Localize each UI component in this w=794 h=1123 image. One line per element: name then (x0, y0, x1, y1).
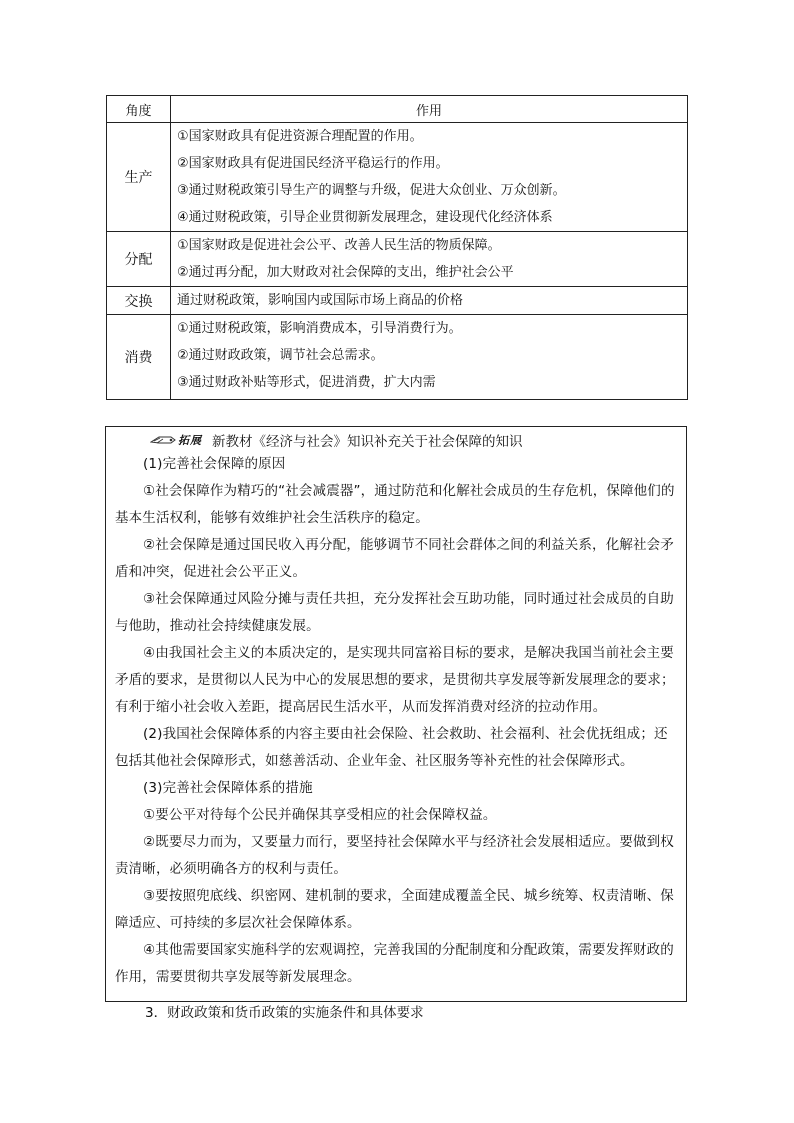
list-item: ②国家财政具有促进国民经济平稳运行的作用。 (177, 156, 449, 171)
list-item: ①国家财政具有促进资源合理配置的作用。 (177, 129, 423, 144)
row-content (171, 123, 688, 232)
row-angle: 消费 (107, 315, 171, 400)
row-angle: 分配 (107, 232, 171, 287)
paragraph: ①社会保障作为精巧的“社会减震器”，通过防范和化解社会成员的生存危机，保障他们的基本生活权利，能够有效维护社会生活秩序的稳定。 (115, 483, 675, 526)
list-item: ④通过财税政策，引导企业贯彻新发展理念，建设现代化经济体系 (177, 210, 553, 225)
row-angle: 生产 (107, 123, 171, 232)
header-role: 作用 (171, 96, 688, 123)
list-item: ①国家财政是促进社会公平、改善人民生活的物质保障。 (177, 238, 501, 253)
extension-box (105, 426, 687, 1002)
section-heading: 3．财政政策和货币政策的实施条件和具体要求 (145, 1005, 424, 1021)
table-row (107, 287, 688, 315)
extension-header (150, 430, 523, 450)
row-content (171, 287, 688, 315)
paragraph: ③社会保障通过风险分摊与责任共担，充分发挥社会互助功能，同时通过社会成员的自助与他助，推动社会持续健康发展。 (115, 591, 674, 634)
table-row (107, 315, 688, 400)
paragraph: (3)完善社会保障体系的措施 (143, 780, 313, 796)
role-table (106, 95, 688, 400)
pen-icon (150, 435, 176, 446)
row-content (171, 315, 688, 400)
list-item: ②通过再分配，加大财政对社会保障的支出，维护社会公平 (177, 265, 514, 280)
list-item: 通过财税政策，影响国内或国际市场上商品的价格 (177, 293, 464, 308)
table-row (107, 232, 688, 287)
paragraph: ②既要尽力而为，又要量力而行，要坚持社会保障水平与经济社会发展相适应。要做到权责清晰，必须明确各方的权利与责任。 (115, 834, 674, 877)
extension-title: 新教材《经济与社会》知识补充关于社会保障的知识 (212, 434, 523, 450)
paragraph: ④其他需要国家实施科学的宏观调控，完善我国的分配制度和分配政策，需要发挥财政的作用，需要贯彻共享发展等新发展理念。 (115, 942, 674, 985)
paragraph: ①要公平对待每个公民并确保其享受相应的社会保障权益。 (143, 807, 497, 823)
list-item: ②通过财政政策，调节社会总需求。 (177, 348, 384, 363)
list-item: ③通过财税政策引导生产的调整与升级，促进大众创业、万众创新。 (177, 183, 566, 198)
paragraph: (2)我国社会保障体系的内容主要由社会保险、社会救助、社会福利、社会优抚组成；还包括其他社会保障形式，如慈善活动、企业年金、社区服务等补充性的社会保障形式。 (115, 726, 668, 769)
header-angle: 角度 (107, 96, 171, 123)
extension-badge (150, 432, 202, 448)
table-row (107, 123, 688, 232)
paragraph: ④由我国社会主义的本质决定的，是实现共同富裕目标的要求，是解决我国当前社会主要矛盾的要求，是贯彻以人民为中心的发展思想的要求，是贯彻共享发展等新发展理念的要求；有利于缩小社会收入差距，提高居民生活水平，从而发挥消费对经济的拉动作用。 (115, 645, 675, 715)
paragraph: ②社会保障是通过国民收入再分配，能够调节不同社会群体之间的利益关系，化解社会矛盾和冲突，促进社会公平正义。 (115, 537, 674, 580)
list-item: ③通过财政补贴等形式，促进消费，扩大内需 (177, 375, 436, 390)
row-content (171, 232, 688, 287)
row-angle: 交换 (107, 287, 171, 315)
extension-badge-label: 拓展 (178, 434, 202, 447)
paragraph: (1)完善社会保障的原因 (143, 456, 286, 472)
extension-body (115, 451, 681, 991)
list-item: ①通过财税政策，影响消费成本，引导消费行为。 (177, 321, 462, 336)
paragraph: ③要按照兜底线、织密网、建机制的要求，全面建成覆盖全民、城乡统筹、权责清晰、保障适应、可持续的多层次社会保障体系。 (115, 888, 674, 931)
